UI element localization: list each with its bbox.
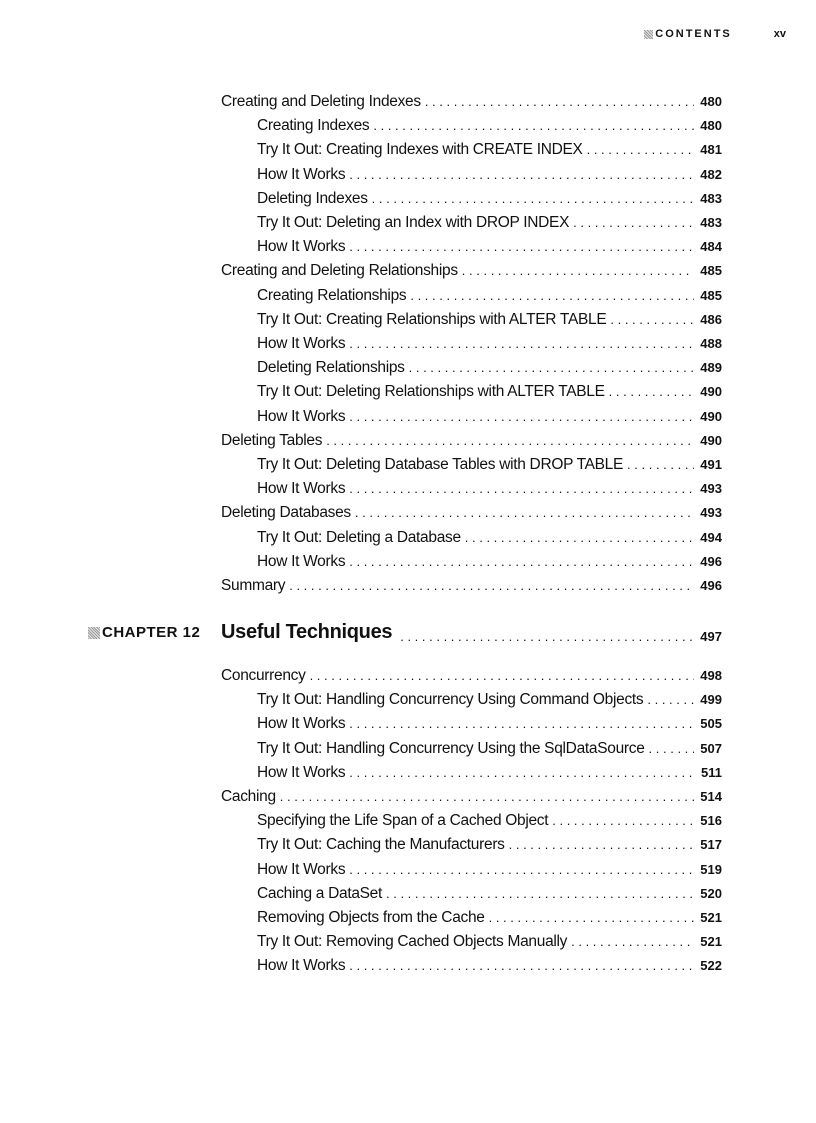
toc-entry-page-number: 482: [700, 166, 722, 182]
toc-entry-title: Deleting Tables: [221, 431, 323, 449]
toc-entry-subheading[interactable]: [257, 135, 722, 159]
toc-entry-page-number: 486: [700, 311, 722, 327]
toc-entry-title: Deleting Databases: [221, 504, 351, 522]
dot-leader: [373, 117, 694, 135]
toc-entry-title: Try It Out: Handling Concurrency Using the SqlDataSource: [257, 739, 645, 757]
toc-entry-subheading[interactable]: [257, 903, 722, 927]
dot-leader: [552, 812, 694, 830]
toc-entry-title: Try It Out: Deleting Database Tables with DROP TABLE: [257, 456, 624, 473]
dot-leader: [372, 190, 695, 208]
toc-entry-title: Creating and Deleting Relationships: [221, 262, 458, 280]
toc-entry-page-number: 483: [700, 215, 722, 230]
toc-entry-subheading[interactable]: [257, 806, 722, 830]
toc-entry-page-number: 483: [700, 190, 722, 206]
dot-leader: [349, 861, 694, 879]
toc-entry-title: Try It Out: Creating Indexes with CREATE INDEX: [257, 141, 583, 159]
dot-leader: [610, 311, 694, 329]
toc-entry-subheading[interactable]: [257, 111, 722, 135]
toc-entry-title: Try It Out: Deleting Relationships with ALTER TABLE: [257, 383, 605, 401]
toc-entry-subheading[interactable]: [257, 855, 722, 879]
running-header: [644, 28, 786, 40]
dot-leader: [462, 262, 695, 280]
toc-entry-page-number: 522: [700, 958, 722, 974]
toc-entry-subheading[interactable]: [257, 329, 722, 353]
toc-entry-page-number: 519: [700, 861, 722, 877]
toc-entry-heading[interactable]: [221, 782, 722, 806]
toc-entry-subheading[interactable]: [257, 879, 722, 903]
toc-entry-title: Concurrency: [221, 667, 306, 684]
chapter-label-text: CHAPTER 12: [102, 624, 201, 641]
toc-entry-title: How It Works: [257, 480, 346, 498]
dot-leader: [465, 529, 695, 547]
toc-entry-subheading[interactable]: [257, 951, 722, 975]
toc-entry-page-number: 490: [700, 432, 722, 448]
toc-entry-subheading[interactable]: [257, 281, 722, 305]
dot-leader: [349, 238, 694, 256]
gray-square-marker-icon: [644, 30, 653, 39]
toc-entry-page-number: 511: [701, 764, 722, 780]
dot-leader: [349, 715, 694, 733]
toc-entry-page-number: 481: [700, 142, 722, 158]
toc-entry-page-number: 517: [700, 837, 722, 853]
toc-entry-subheading[interactable]: [257, 232, 722, 256]
toc-entry-page-number: 496: [700, 578, 722, 593]
toc-entry-subheading[interactable]: [257, 734, 722, 758]
toc-entry-title: Try It Out: Handling Concurrency Using Command Objects: [257, 691, 644, 709]
toc-entry-title: Creating Relationships: [257, 286, 407, 304]
toc-entry-title: Try It Out: Deleting an Index with DROP INDEX: [257, 214, 570, 231]
toc-entry-heading[interactable]: [221, 87, 722, 111]
dot-leader: [326, 432, 694, 450]
dot-leader: [627, 456, 694, 474]
toc-entry-title: Caching a DataSet: [257, 884, 383, 902]
toc-entry-page-number: 499: [700, 692, 722, 708]
toc-entry-title: Try It Out: Removing Cached Objects Manually: [257, 933, 568, 951]
dot-leader: [349, 480, 694, 498]
dot-leader: [649, 740, 695, 758]
toc-entry-page-number: 484: [700, 239, 722, 255]
toc-entry-title: How It Works: [257, 957, 346, 975]
dot-leader: [289, 577, 694, 595]
dot-leader: [587, 141, 695, 159]
toc-entry-page-number: 505: [700, 716, 722, 732]
toc-entry-page-number: 485: [700, 287, 722, 303]
toc-entry-page-number: 521: [700, 934, 722, 950]
toc-entry-title: Summary: [221, 577, 286, 594]
toc-entry-subheading[interactable]: [257, 523, 722, 547]
toc-entry-title: Try It Out: Deleting a Database: [257, 528, 461, 546]
toc-entry-title: Creating and Deleting Indexes: [221, 93, 421, 110]
toc-entry-page-number: 494: [700, 529, 722, 545]
toc-entry-heading[interactable]: [221, 498, 722, 522]
toc-entry-title: Removing Objects from the Cache: [257, 909, 485, 926]
toc-entry-page-number: 490: [700, 408, 722, 424]
toc-entry-heading[interactable]: [221, 661, 722, 685]
toc-entry-subheading[interactable]: [257, 547, 722, 571]
toc-entry-subheading[interactable]: [257, 402, 722, 426]
dot-leader: [310, 667, 695, 685]
dot-leader: [509, 836, 695, 854]
dot-leader: [647, 691, 694, 709]
dot-leader: [349, 166, 694, 184]
dot-leader: [280, 788, 695, 806]
dot-leader: [386, 885, 694, 903]
dot-leader: [355, 504, 694, 522]
toc-entry-title: Creating Indexes: [257, 117, 370, 135]
dot-leader: [400, 629, 694, 644]
toc-entry-subheading[interactable]: [257, 450, 722, 474]
toc-entry-title: Deleting Indexes: [257, 189, 368, 207]
toc-entry-title: How It Works: [257, 407, 346, 425]
toc-entry-page-number: 489: [700, 360, 722, 376]
page-number: xv: [773, 28, 786, 40]
toc-entry-subheading[interactable]: [257, 353, 722, 377]
toc-entry-page-number: 507: [700, 740, 722, 756]
chapter-title-row[interactable]: [221, 620, 722, 644]
toc-entry-page-number: 516: [700, 813, 722, 829]
toc-entry-page-number: 520: [700, 885, 722, 901]
toc-entry-page-number: 485: [700, 263, 722, 279]
chapter-label: [88, 624, 200, 641]
toc-entry-subheading[interactable]: [257, 208, 722, 232]
toc-entry-subheading[interactable]: [257, 160, 722, 184]
toc-entry-page-number: 493: [700, 505, 722, 521]
toc-entry-title: How It Works: [257, 335, 346, 352]
toc-entry-subheading[interactable]: [257, 474, 722, 498]
toc-entry-page-number: 496: [700, 553, 722, 569]
section-label: [644, 28, 732, 40]
toc-entry-title: Try It Out: Caching the Manufacturers: [257, 836, 505, 854]
chapter-page-number: 497: [700, 629, 722, 644]
toc-entry-title: Caching: [221, 788, 276, 805]
toc-entry-title: How It Works: [257, 715, 346, 733]
toc-entry-page-number: 480: [700, 94, 722, 109]
toc-entry-page-number: 491: [700, 457, 722, 472]
dot-leader: [489, 909, 695, 927]
dot-leader: [410, 287, 694, 305]
toc-entry-subheading[interactable]: [257, 377, 722, 401]
toc-entry-subheading[interactable]: [257, 927, 722, 951]
toc-entry-heading[interactable]: [221, 256, 722, 280]
toc-entry-title: Deleting Relationships: [257, 359, 405, 377]
toc-entry-title: How It Works: [257, 763, 346, 781]
toc-entry-subheading[interactable]: [257, 184, 722, 208]
dot-leader: [573, 214, 694, 232]
dot-leader: [609, 383, 695, 401]
dot-leader: [349, 553, 694, 571]
toc-entry-subheading[interactable]: [257, 709, 722, 733]
toc-entry-title: How It Works: [257, 552, 346, 570]
toc-entry-heading[interactable]: [221, 426, 722, 450]
toc-entry-subheading[interactable]: [257, 758, 722, 782]
dot-leader: [349, 957, 694, 975]
toc-entry-page-number: 493: [700, 481, 722, 497]
toc-entry-subheading[interactable]: [257, 830, 722, 854]
toc-entry-page-number: 480: [700, 118, 722, 134]
toc-entry-title: How It Works: [257, 238, 346, 256]
dot-leader: [349, 408, 694, 426]
toc-entry-subheading[interactable]: [257, 305, 722, 329]
toc-entry-heading[interactable]: [221, 571, 722, 595]
chapter-heading: [0, 620, 816, 650]
dot-leader: [571, 933, 694, 951]
dot-leader: [349, 764, 695, 782]
toc-entry-page-number: 498: [700, 668, 722, 683]
toc-entry-page-number: 514: [700, 789, 722, 804]
section-label-text: CONTENTS: [655, 28, 732, 40]
toc-entry-title: How It Works: [257, 860, 346, 878]
gray-square-marker-icon: [88, 627, 100, 639]
toc-entry-title: How It Works: [257, 165, 346, 183]
dot-leader: [409, 359, 695, 377]
chapter-title: Useful Techniques: [221, 621, 393, 643]
toc-entry-title: Try It Out: Creating Relationships with ALTER TABLE: [257, 310, 607, 328]
toc-entry-title: Specifying the Life Span of a Cached Object: [257, 812, 549, 830]
toc-entry-page-number: 488: [700, 336, 722, 351]
toc-entry-page-number: 521: [700, 910, 722, 925]
dot-leader: [425, 93, 694, 111]
toc-entry-subheading[interactable]: [257, 685, 722, 709]
toc-entry-page-number: 490: [700, 384, 722, 400]
dot-leader: [349, 335, 694, 353]
